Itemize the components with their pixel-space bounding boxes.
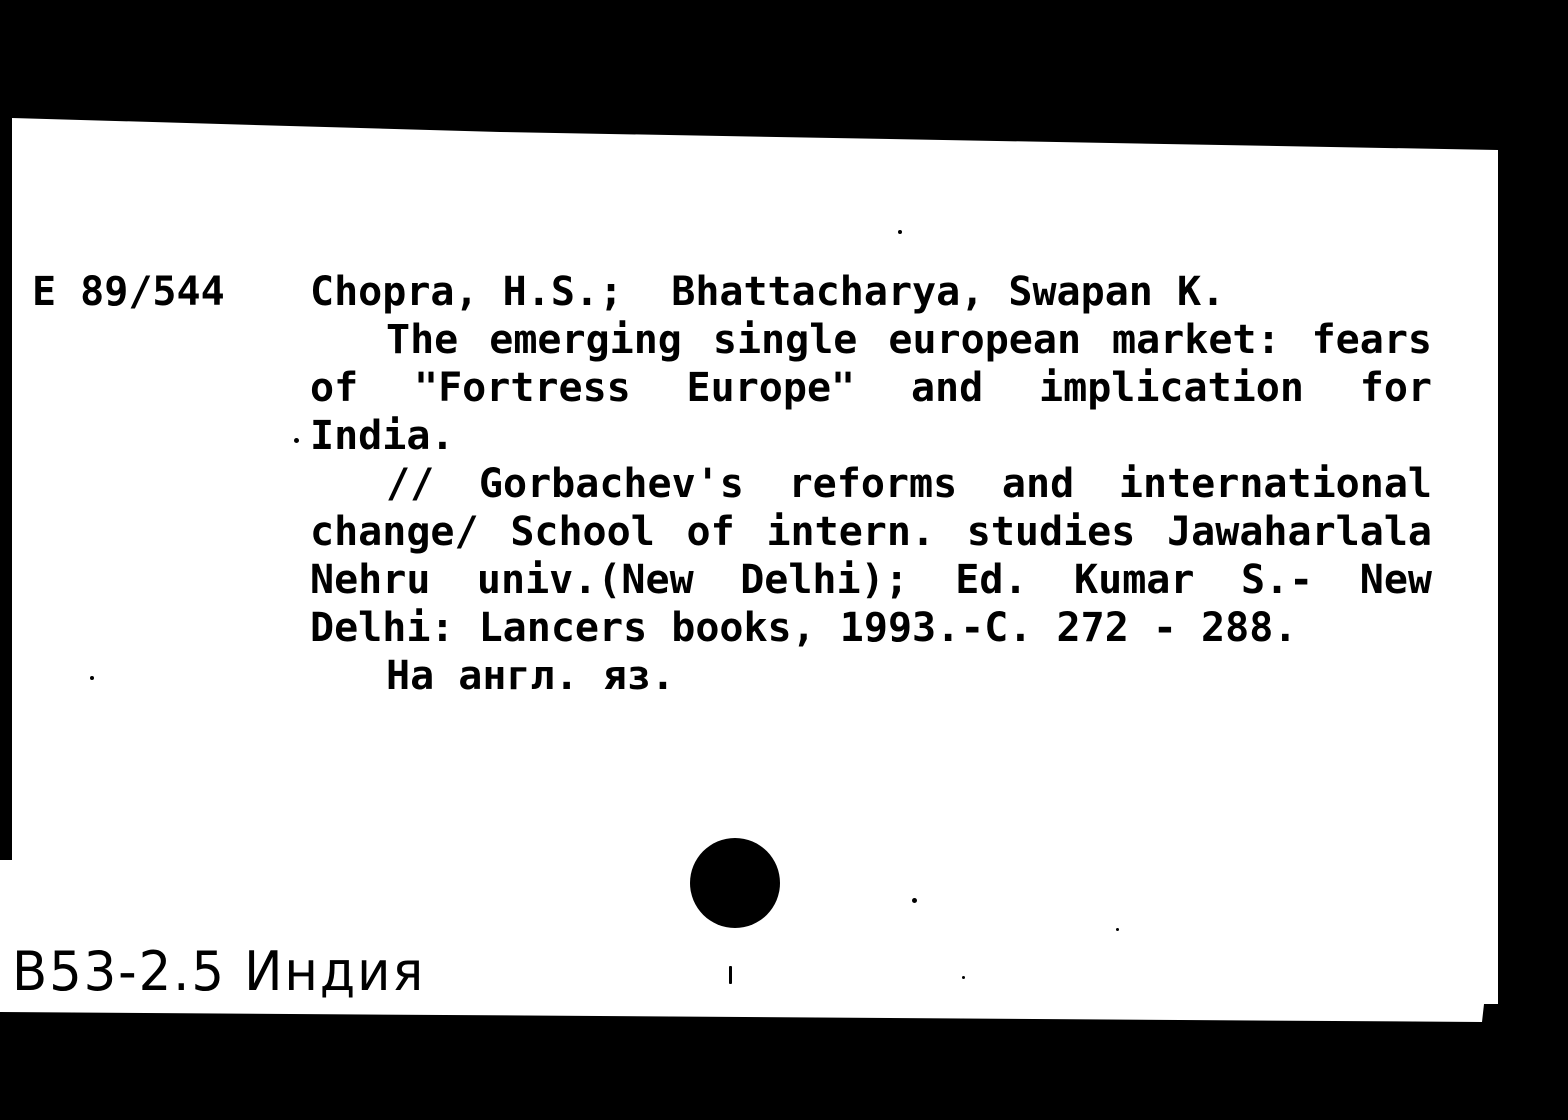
speck [1116,928,1119,931]
speck [898,230,902,234]
speck [912,898,917,903]
source-line-3: Nehru univ.(New Delhi); Ed. Kumar S.- New [310,557,1432,603]
title-line-2: of "Fortress Europe" and implication for [310,365,1432,411]
speck [294,438,299,443]
speck [962,976,965,979]
punch-hole [690,838,780,928]
source-line-1: // Gorbachev's reforms and international [386,461,1432,507]
title-line-3: India. [310,413,455,459]
speck [90,676,94,680]
speck [729,966,732,984]
source-line-4: Delhi: Lancers books, 1993.-C. 272 - 288. [310,605,1298,651]
authors-line: Chopra, H.S.; Bhattacharya, Swapan K. [310,269,1226,315]
bibliographic-entry [310,268,1432,700]
language-note: На англ. яз. [386,653,675,699]
source-line-2: change/ School of intern. studies Jawaharlala [310,509,1432,555]
handwritten-note: B53-2.5 Индия [12,940,426,1003]
title-line-1: The emerging single european market: fears [386,317,1432,363]
call-number: E 89/544 [32,269,225,315]
